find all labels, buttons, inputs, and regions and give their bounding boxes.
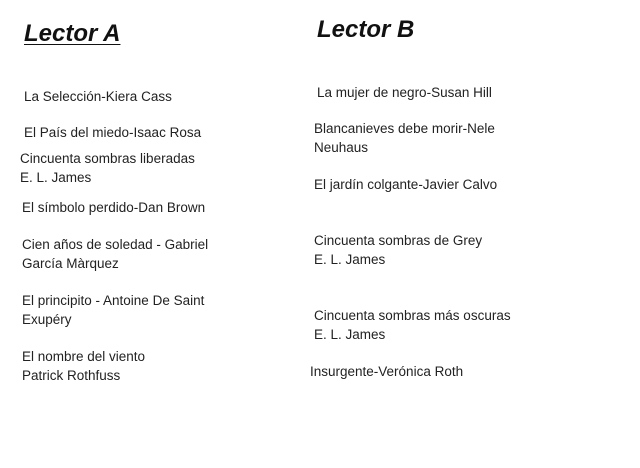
book-title: Cincuenta sombras de Grey	[314, 233, 483, 248]
book-title: El símbolo perdido-Dan Brown	[22, 200, 206, 215]
book-author: Exupéry	[22, 312, 72, 327]
book-title: El jardín colgante-Javier Calvo	[314, 177, 498, 192]
reader-a-book-2	[24, 123, 201, 142]
reader-a-book-5	[22, 235, 208, 273]
book-author: E. L. James	[20, 170, 92, 185]
book-title: El País del miedo-Isaac Rosa	[24, 125, 202, 140]
book-author: García Màrquez	[22, 256, 119, 271]
reader-a-book-3	[20, 149, 195, 187]
book-title: Blancanieves debe morir-Nele	[314, 121, 495, 136]
book-author: E. L. James	[314, 327, 386, 342]
book-title: La Selección-Kiera Cass	[24, 89, 172, 104]
reader-b-book-3	[314, 175, 497, 194]
book-title: El principito - Antoine De Saint	[22, 293, 205, 308]
book-title: Insurgente-Verónica Roth	[310, 364, 464, 379]
book-title: Cincuenta sombras liberadas	[20, 151, 195, 166]
book-title: Cien años de soledad - Gabriel	[22, 237, 209, 252]
book-author: E. L. James	[314, 252, 386, 267]
reader-a-book-1	[24, 87, 172, 106]
reader-b-book-5	[314, 306, 511, 344]
reader-b-title: Lector B	[317, 16, 415, 43]
reader-b-book-2	[314, 119, 495, 157]
book-author: Patrick Rothfuss	[22, 368, 121, 383]
reader-a-book-6	[22, 291, 204, 329]
reader-a-book-7	[22, 347, 145, 385]
reader-b-book-1	[317, 83, 492, 102]
book-author: Neuhaus	[314, 140, 369, 155]
reader-b-book-4	[314, 231, 482, 269]
book-title: El nombre del viento	[22, 349, 146, 364]
reader-a-title: Lector A	[24, 20, 121, 47]
reader-a-book-4	[22, 198, 205, 217]
reader-b-book-6	[310, 362, 463, 381]
book-title: La mujer de negro-Susan Hill	[317, 85, 492, 100]
book-title: Cincuenta sombras más oscuras	[314, 308, 511, 323]
